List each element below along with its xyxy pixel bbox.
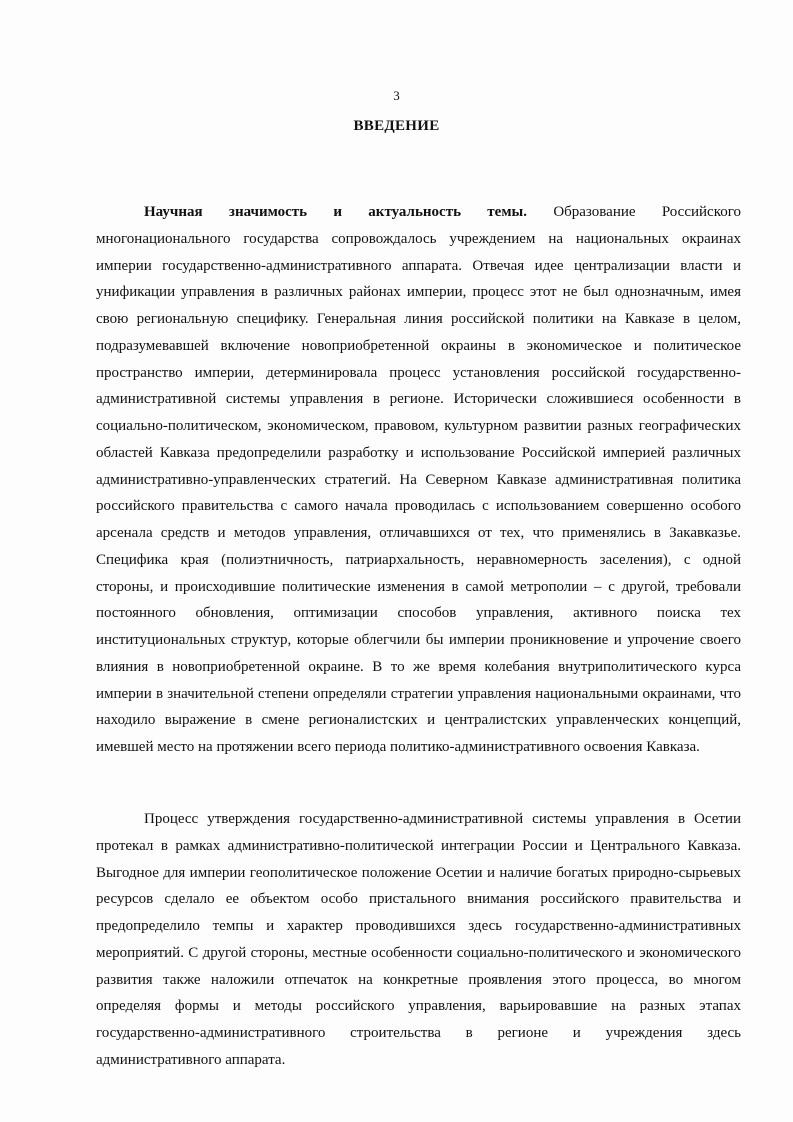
paragraph-1-lead: Научная значимость и актуальность темы.: [144, 204, 528, 220]
paragraph-2: [96, 806, 741, 1074]
paragraph-1-text: [96, 199, 741, 761]
section-heading: ВВЕДЕНИЕ: [353, 118, 440, 134]
page-number: 3: [393, 88, 400, 103]
paragraph-2-body: Процесс утверждения государственно-административной системы управления в Осетии протекал в рамках административно-политической интеграции России и Центрального Кавказа. Выгодное для империи геополитическое положение Осетии и наличие богатых природно-сырьевых ресурсов сделало ее объектом особо пристального внимания российского правительства и предопределило темпы и характер проводившихся здесь государственно-административных мероприятий. С другой стороны, местные особенности социально-политического и экономического развития также наложили отпечаток на конкретные проявления этого процесса, во многом определяя формы и методы российского управления, варьировавшие на разных этапах государственно-административного строительства в регионе и учреждения здесь административного аппарата.: [96, 811, 741, 1068]
paragraph-1-body: Образование Российского многонационального государства сопровождалось учреждением на национальных окраинах империи государственно-административного аппарата. Отвечая идее централизации власти и унификации управления в различных районах империи, процесс этот не был однозначным, имея свою региональную специфику. Генеральная линия российской политики на Кавказе в целом, подразумевавшей включение новоприобретенной окраины в экономическое и политическое пространство империи, детерминировала процесс установления российской государственно-административной системы управления в регионе. Исторически сложившиеся особенности в социально-политическом, экономическом, правовом, культурном развитии разных географических областей Кавказа предопределили разработку и использование Российской империей различных административно-управленческих стратегий. На Северном Кавказе административная политика российского правительства с самого начала проводилась с использованием совершенно особого арсенала средств и методов управления, отличавшихся от тех, что применялись в Закавказье. Специфика края (полиэтничность, патриархальность, неравномерность заселения), с одной стороны, и происходившие политические изменения в самой метрополии – с другой, требовали постоянного обновления, оптимизации способов управления, активного поиска тех институциональных структур, которые облегчили бы империи проникновение и упрочение своего влияния в новоприобретенной окраине. В то же время колебания внутриполитического курса империи в значительной степени определяли стратегии управления национальными окраинами, что находило выражение в смене регионалистских и централистских управленческих концепций, имевшей место на протяжении всего периода политико-административного освоения Кавказа.: [96, 204, 741, 755]
paragraph-1: [96, 199, 741, 761]
paragraph-2-text: [96, 806, 741, 1074]
